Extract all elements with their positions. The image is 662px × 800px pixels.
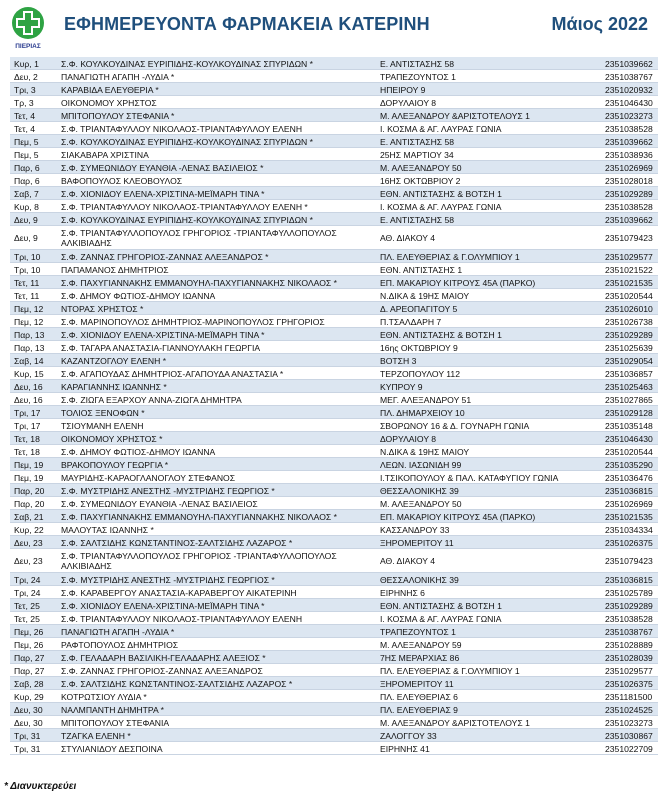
row-phone: 2351035148 — [601, 419, 658, 432]
row-phone: 2351026969 — [601, 161, 658, 174]
row-pharmacy-name: ΜΑΥΡΙΔΗΣ-ΚΑΡΑΟΓΛΑΝΟΓΛΟΥ ΣΤΕΦΑΝΟΣ — [57, 471, 376, 484]
table-row — [10, 187, 658, 200]
row-pharmacy-name: Σ.Φ. ΓΕΛΑΔΑΡΗ ΒΑΣΙΛΙΚΗ-ΓΕΛΑΔΑΡΗΣ ΑΛΕΞΙΟΣ * — [57, 651, 376, 664]
row-pharmacy-name: ΝΤΟΡΑΣ ΧΡΗΣΤΟΣ * — [57, 302, 376, 315]
table-row — [10, 276, 658, 289]
table-row — [10, 677, 658, 690]
row-address: ΑΘ. ΔΙΑΚΟΥ 4 — [376, 549, 601, 573]
table-row — [10, 510, 658, 523]
row-address: Ν.ΔΙΚΑ & 19ΗΣ ΜΑΙΟΥ — [376, 445, 601, 458]
row-phone: 2351020544 — [601, 289, 658, 302]
row-pharmacy-name: Σ.Φ. ΧΙΟΝΙΔΟΥ ΕΛΕΝΑ-ΧΡΙΣΤΙΝΑ-ΜΕΪΜΑΡΗ ΤΙΝΑ * — [57, 599, 376, 612]
row-phone: 2351036857 — [601, 367, 658, 380]
row-day: Τρι, 10 — [10, 263, 57, 276]
table-row — [10, 471, 658, 484]
row-address: Ι. ΚΟΣΜΑ & ΑΓ. ΛΑΥΡΑΣ ΓΩΝΙΑ — [376, 122, 601, 135]
row-day: Παρ, 13 — [10, 328, 57, 341]
row-address: ΕΠ. ΜΑΚΑΡΙΟΥ ΚΙΤΡΟΥΣ 45Α (ΠΑΡΚΟ) — [376, 276, 601, 289]
table-row — [10, 135, 658, 148]
row-phone: 2351026969 — [601, 497, 658, 510]
row-phone: 2351021522 — [601, 263, 658, 276]
row-phone: 2351020932 — [601, 83, 658, 96]
row-pharmacy-name: Σ.Φ. ΤΡΙΑΝΤΑΦΥΛΛΟΠΟΥΛΟΣ ΓΡΗΓΟΡΙΟΣ -ΤΡΙΑΝΤΑΦΥΛΛΟΠΟΥΛΟΣ ΑΛΚΙΒΙΑΔΗΣ — [57, 549, 376, 573]
row-phone: 2351039662 — [601, 135, 658, 148]
row-phone: 2351038767 — [601, 70, 658, 83]
row-day: Δευ, 30 — [10, 703, 57, 716]
row-address: ΠΛ. ΕΛΕΥΘΕΡΙΑΣ & Γ.ΟΛΥΜΠΙΟΥ 1 — [376, 664, 601, 677]
row-day: Δευ, 23 — [10, 536, 57, 549]
row-phone: 2351029577 — [601, 664, 658, 677]
row-pharmacy-name: Σ.Φ. ΧΙΟΝΙΔΟΥ ΕΛΕΝΑ-ΧΡΙΣΤΙΝΑ-ΜΕΪΜΑΡΗ ΤΙΝΑ * — [57, 328, 376, 341]
row-pharmacy-name: ΠΑΠΑΜΑΝΟΣ ΔΗΜΗΤΡΙΟΣ — [57, 263, 376, 276]
logo-text: ΠΙΕΡΙΑΣ — [15, 43, 41, 50]
row-day: Πεμ, 5 — [10, 148, 57, 161]
row-day: Τρι, 3 — [10, 83, 57, 96]
row-pharmacy-name: Σ.Φ. ΖΑΝΝΑΣ ΓΡΗΓΟΡΙΟΣ-ΖΑΝΝΑΣ ΑΛΕΞΑΝΔΡΟΣ — [57, 664, 376, 677]
table-row — [10, 315, 658, 328]
row-day: Σαβ, 14 — [10, 354, 57, 367]
row-day: Τετ, 4 — [10, 109, 57, 122]
table-row — [10, 148, 658, 161]
row-phone: 2351030867 — [601, 729, 658, 742]
row-day: Τρι, 31 — [10, 742, 57, 755]
row-day: Δευ, 9 — [10, 213, 57, 226]
row-address: Μ. ΑΛΕΞΑΝΔΡΟΥ 59 — [376, 638, 601, 651]
row-pharmacy-name: Σ.Φ. ΚΑΡΑΒΕΡΓΟΥ ΑΝΑΣΤΑΣΙΑ-ΚΑΡΑΒΕΡΓΟΥ ΑΙΚΑΤΕΡΙΝΗ — [57, 586, 376, 599]
row-pharmacy-name: ΚΑΖΑΝΤΖΟΓΛΟΥ ΕΛΕΝΗ * — [57, 354, 376, 367]
table-row — [10, 213, 658, 226]
row-address: ΕΘΝ. ΑΝΤΙΣΤΑΣΗΣ 1 — [376, 263, 601, 276]
table-row — [10, 226, 658, 250]
table-row — [10, 664, 658, 677]
row-address: Π.ΤΣΑΛΔΑΡΗ 7 — [376, 315, 601, 328]
row-phone: 2351021535 — [601, 276, 658, 289]
row-pharmacy-name: Σ.Φ. ΤΡΙΑΝΤΑΦΥΛΛΟΥ ΝΙΚΟΛΑΟΣ-ΤΡΙΑΝΤΑΦΥΛΛΟΥ ΕΛΕΝΗ — [57, 122, 376, 135]
row-address: ΣΒΟΡΩΝΟΥ 16 & Δ. ΓΟΥΝΑΡΗ ΓΩΝΙΑ — [376, 419, 601, 432]
table-row — [10, 625, 658, 638]
row-day: Τρι, 17 — [10, 419, 57, 432]
row-phone: 2351035290 — [601, 458, 658, 471]
row-address: ΤΕΡΖΟΠΟΥΛΟΥ 112 — [376, 367, 601, 380]
row-pharmacy-name: Σ.Φ. ΚΟΥΛΚΟΥΔΙΝΑΣ ΕΥΡΙΠΙΔΗΣ-ΚΟΥΛΚΟΥΔΙΝΑΣ ΣΠΥΡΙΔΩΝ * — [57, 57, 376, 70]
row-phone: 2351046430 — [601, 432, 658, 445]
row-pharmacy-name: ΜΑΛΟΥΤΑΣ ΙΩΑΝΝΗΣ * — [57, 523, 376, 536]
row-phone: 2351021535 — [601, 510, 658, 523]
row-pharmacy-name: Σ.Φ. ΜΑΡΙΝΟΠΟΥΛΟΣ ΔΗΜΗΤΡΙΟΣ-ΜΑΡΙΝΟΠΟΥΛΟΣ ΓΡΗΓΟΡΙΟΣ — [57, 315, 376, 328]
table-row — [10, 250, 658, 263]
table-row — [10, 484, 658, 497]
row-day: Τετ, 11 — [10, 276, 57, 289]
row-address: ΠΛ. ΕΛΕΥΘΕΡΙΑΣ & Γ.ΟΛΥΜΠΙΟΥ 1 — [376, 250, 601, 263]
row-address: ΕΘΝ. ΑΝΤΙΣΤΑΣΗΣ & ΒΟΤΣΗ 1 — [376, 187, 601, 200]
row-day: Δευ, 16 — [10, 380, 57, 393]
row-day: Τετ, 25 — [10, 599, 57, 612]
row-address: ΕΙΡΗΝΗΣ 41 — [376, 742, 601, 755]
table-row — [10, 174, 658, 187]
row-address: Ν.ΔΙΚΑ & 19ΗΣ ΜΑΙΟΥ — [376, 289, 601, 302]
table-row — [10, 406, 658, 419]
row-phone: 2351024525 — [601, 703, 658, 716]
table-row — [10, 341, 658, 354]
table-row — [10, 586, 658, 599]
row-pharmacy-name: ΡΑΦΤΟΠΟΥΛΟΣ ΔΗΜΗΤΡΙΟΣ — [57, 638, 376, 651]
row-phone: 2351020544 — [601, 445, 658, 458]
row-pharmacy-name: ΚΑΡΑΓΙΑΝΝΗΣ ΙΩΑΝΝΗΣ * — [57, 380, 376, 393]
row-phone: 2351029577 — [601, 250, 658, 263]
row-pharmacy-name: ΠΑΝΑΓΙΩΤΗ ΑΓΑΠΗ -ΛΥΔΙΑ * — [57, 625, 376, 638]
table-row — [10, 83, 658, 96]
row-day: Παρ, 27 — [10, 651, 57, 664]
table-row — [10, 161, 658, 174]
row-phone: 2351026738 — [601, 315, 658, 328]
row-phone: 2351039662 — [601, 213, 658, 226]
row-address: ΑΘ. ΔΙΑΚΟΥ 4 — [376, 226, 601, 250]
row-pharmacy-name: Σ.Φ. ΤΡΙΑΝΤΑΦΥΛΛΟΠΟΥΛΟΣ ΓΡΗΓΟΡΙΟΣ -ΤΡΙΑΝΤΑΦΥΛΛΟΠΟΥΛΟΣ ΑΛΚΙΒΙΑΔΗΣ — [57, 226, 376, 250]
row-address: Ι. ΚΟΣΜΑ & ΑΓ. ΛΑΥΡΑΣ ΓΩΝΙΑ — [376, 612, 601, 625]
row-address: Δ. ΑΡΕΟΠΑΓΙΤΟΥ 5 — [376, 302, 601, 315]
row-phone: 2351036476 — [601, 471, 658, 484]
table-row — [10, 742, 658, 755]
row-phone: 2351023273 — [601, 716, 658, 729]
table-row — [10, 432, 658, 445]
table-row — [10, 690, 658, 703]
row-phone: 2351034334 — [601, 523, 658, 536]
row-address: 16ης ΟΚΤΩΒΡΙΟΥ 9 — [376, 341, 601, 354]
row-pharmacy-name: Σ.Φ. ΤΡΙΑΝΤΑΦΥΛΛΟΥ ΝΙΚΟΛΑΟΣ-ΤΡΙΑΝΤΑΦΥΛΛΟΥ ΕΛΕΝΗ — [57, 612, 376, 625]
row-phone: 2351022709 — [601, 742, 658, 755]
row-address: Μ. ΑΛΕΞΑΝΔΡΟΥ 50 — [376, 497, 601, 510]
row-address: ΛΕΩΝ. ΙΑΣΩΝΙΔΗ 99 — [376, 458, 601, 471]
row-day: Κυρ, 29 — [10, 690, 57, 703]
row-address: 25ΗΣ ΜΑΡΤΙΟΥ 34 — [376, 148, 601, 161]
row-day: Δευ, 30 — [10, 716, 57, 729]
row-pharmacy-name: Σ.Φ. ΤΡΙΑΝΤΑΦΥΛΛΟΥ ΝΙΚΟΛΑΟΣ-ΤΡΙΑΝΤΑΦΥΛΛΟΥ ΕΛΕΝΗ * — [57, 200, 376, 213]
row-pharmacy-name: ΚΑΡΑΒΙΔΑ ΕΛΕΥΘΕΡΙΑ * — [57, 83, 376, 96]
table-row — [10, 393, 658, 406]
row-phone: 2351029289 — [601, 328, 658, 341]
row-pharmacy-name: Σ.Φ. ΜΥΣΤΡΙΔΗΣ ΑΝΕΣΤΗΣ -ΜΥΣΤΡΙΔΗΣ ΓΕΩΡΓΙΟΣ * — [57, 484, 376, 497]
row-address: ΘΕΣΣΑΛΟΝΙΚΗΣ 39 — [376, 484, 601, 497]
table-row — [10, 716, 658, 729]
row-address: ΘΕΣΣΑΛΟΝΙΚΗΣ 39 — [376, 573, 601, 586]
row-pharmacy-name: ΒΑΦΟΠΟΥΛΟΣ ΚΛΕΟΒΟΥΛΟΣ — [57, 174, 376, 187]
row-address: ΞΗΡΟΜΕΡΙΤΟΥ 11 — [376, 677, 601, 690]
row-address: ΕΙΡΗΝΗΣ 6 — [376, 586, 601, 599]
table-row — [10, 263, 658, 276]
row-pharmacy-name: Σ.Φ. ΧΙΟΝΙΔΟΥ ΕΛΕΝΑ-ΧΡΙΣΤΙΝΑ-ΜΕΪΜΑΡΗ ΤΙΝΑ * — [57, 187, 376, 200]
table-row — [10, 289, 658, 302]
table-row — [10, 200, 658, 213]
row-phone: 2351025789 — [601, 586, 658, 599]
row-phone: 2351079423 — [601, 549, 658, 573]
row-address: Μ. ΑΛΕΞΑΝΔΡΟΥ &ΑΡΙΣΤΟΤΕΛΟΥΣ 1 — [376, 109, 601, 122]
row-address: ΕΠ. ΜΑΚΑΡΙΟΥ ΚΙΤΡΟΥΣ 45Α (ΠΑΡΚΟ) — [376, 510, 601, 523]
row-phone: 2351026375 — [601, 677, 658, 690]
row-day: Δευ, 23 — [10, 549, 57, 573]
table-row — [10, 729, 658, 742]
row-address: Ι.ΤΣΙΚΟΠΟΥΛΟΥ & ΠΑΛ. ΚΑΤΑΦΥΓΙΟΥ ΓΩΝΙΑ — [376, 471, 601, 484]
row-day: Πεμ, 12 — [10, 315, 57, 328]
row-address: Μ. ΑΛΕΞΑΝΔΡΟΥ 50 — [376, 161, 601, 174]
table-row — [10, 549, 658, 573]
table-row — [10, 612, 658, 625]
table-row — [10, 109, 658, 122]
row-day: Πεμ, 26 — [10, 625, 57, 638]
row-day: Παρ, 6 — [10, 174, 57, 187]
row-phone: 2351025463 — [601, 380, 658, 393]
row-day: Τρ, 3 — [10, 96, 57, 109]
table-row — [10, 367, 658, 380]
row-address: Ε. ΑΝΤΙΣΤΑΣΗΣ 58 — [376, 57, 601, 70]
table-row — [10, 57, 658, 70]
row-address: ΗΠΕΙΡΟΥ 9 — [376, 83, 601, 96]
row-pharmacy-name: Σ.Φ. ΖΑΝΝΑΣ ΓΡΗΓΟΡΙΟΣ-ΖΑΝΝΑΣ ΑΛΕΞΑΝΔΡΟΣ * — [57, 250, 376, 263]
row-pharmacy-name: Σ.Φ. ΠΑΧΥΓΙΑΝΝΑΚΗΣ ΕΜΜΑΝΟΥΗΛ-ΠΑΧΥΓΙΑΝΝΑΚΗΣ ΝΙΚΟΛΑΟΣ * — [57, 276, 376, 289]
row-address: ΠΛ. ΕΛΕΥΘΕΡΙΑΣ 9 — [376, 703, 601, 716]
row-day: Πεμ, 26 — [10, 638, 57, 651]
row-day: Δευ, 9 — [10, 226, 57, 250]
row-pharmacy-name: Σ.Φ. ΑΓΑΠΟΥΔΑΣ ΔΗΜΗΤΡΙΟΣ-ΑΓΑΠΟΥΔΑ ΑΝΑΣΤΑΣΙΑ * — [57, 367, 376, 380]
row-phone: 2351038528 — [601, 122, 658, 135]
row-pharmacy-name: ΠΑΝΑΓΙΩΤΗ ΑΓΑΠΗ -ΛΥΔΙΑ * — [57, 70, 376, 83]
row-pharmacy-name: ΟΙΚΟΝΟΜΟΥ ΧΡΗΣΤΟΣ * — [57, 432, 376, 445]
row-pharmacy-name: Σ.Φ. ΔΗΜΟΥ ΦΩΤΙΟΣ-ΔΗΜΟΥ ΙΩΑΝΝΑ — [57, 289, 376, 302]
page-title: ΕΦΗΜΕΡΕΥΟΝΤΑ ΦΑΡΜΑΚΕΙΑ ΚΑΤΕΡΙΝΗ — [64, 14, 430, 34]
row-phone: 2351025639 — [601, 341, 658, 354]
row-address: ΜΕΓ. ΑΛΕΞΑΝΔΡΟΥ 51 — [376, 393, 601, 406]
row-phone: 2351029054 — [601, 354, 658, 367]
row-address: Μ. ΑΛΕΞΑΝΔΡΟΥ &ΑΡΙΣΤΟΤΕΛΟΥΣ 1 — [376, 716, 601, 729]
row-phone: 2351028039 — [601, 651, 658, 664]
row-address: ΕΘΝ. ΑΝΤΙΣΤΑΣΗΣ & ΒΟΤΣΗ 1 — [376, 599, 601, 612]
row-day: Τρι, 31 — [10, 729, 57, 742]
row-address: ΤΡΑΠΕΖΟΥΝΤΟΣ 1 — [376, 625, 601, 638]
row-pharmacy-name: ΣΤΥΛΙΑΝΙΔΟΥ ΔΕΣΠΟΙΝΑ — [57, 742, 376, 755]
row-pharmacy-name: ΤΖΑΓΚΑ ΕΛΕΝΗ * — [57, 729, 376, 742]
table-row — [10, 703, 658, 716]
row-phone: 2351029289 — [601, 599, 658, 612]
table-row — [10, 302, 658, 315]
row-phone: 2351026010 — [601, 302, 658, 315]
row-day: Παρ, 20 — [10, 484, 57, 497]
row-phone: 2351038528 — [601, 612, 658, 625]
row-phone: 2351036815 — [601, 573, 658, 586]
row-phone: 2351029128 — [601, 406, 658, 419]
row-day: Τρι, 17 — [10, 406, 57, 419]
row-day: Τετ, 11 — [10, 289, 57, 302]
row-pharmacy-name: ΜΠΙΤΟΠΟΥΛΟΥ ΣΤΕΦΑΝΙΑ * — [57, 109, 376, 122]
row-pharmacy-name: ΤΟΛΙΟΣ ΞΕΝΟΦΩΝ * — [57, 406, 376, 419]
row-pharmacy-name: Σ.Φ. ΜΥΣΤΡΙΔΗΣ ΑΝΕΣΤΗΣ -ΜΥΣΤΡΙΔΗΣ ΓΕΩΡΓΙΟΣ * — [57, 573, 376, 586]
row-pharmacy-name: ΚΟΤΡΩΤΣΙΟΥ ΛΥΔΙΑ * — [57, 690, 376, 703]
row-pharmacy-name: Σ.Φ. ΣΑΛΤΣΙΔΗΣ ΚΩΝΣΤΑΝΤΙΝΟΣ-ΣΑΛΤΣΙΔΗΣ ΛΑΖΑΡΟΣ * — [57, 536, 376, 549]
table-row — [10, 70, 658, 83]
row-address: ΒΟΤΣΗ 3 — [376, 354, 601, 367]
row-day: Κυρ, 15 — [10, 367, 57, 380]
row-phone: 2351038528 — [601, 200, 658, 213]
row-phone: 2351181500 — [601, 690, 658, 703]
row-pharmacy-name: Σ.Φ. ΣΑΛΤΣΙΔΗΣ ΚΩΝΣΤΑΝΤΙΝΟΣ-ΣΑΛΤΣΙΔΗΣ ΛΑΖΑΡΟΣ * — [57, 677, 376, 690]
row-day: Τετ, 4 — [10, 122, 57, 135]
table-row — [10, 573, 658, 586]
row-address: ΞΗΡΟΜΕΡΙΤΟΥ 11 — [376, 536, 601, 549]
row-address: 16ΗΣ ΟΚΤΩΒΡΙΟΥ 2 — [376, 174, 601, 187]
table-row — [10, 536, 658, 549]
row-day: Τετ, 18 — [10, 432, 57, 445]
month-label: Μάιος 2022 — [551, 14, 648, 34]
row-phone: 2351039662 — [601, 57, 658, 70]
row-day: Σαβ, 21 — [10, 510, 57, 523]
page-header — [0, 0, 662, 54]
row-phone: 2351028018 — [601, 174, 658, 187]
row-day: Κυρ, 8 — [10, 200, 57, 213]
table-row — [10, 96, 658, 109]
row-day: Κυρ, 1 — [10, 57, 57, 70]
row-address: Ι. ΚΟΣΜΑ & ΑΓ. ΛΑΥΡΑΣ ΓΩΝΙΑ — [376, 200, 601, 213]
row-pharmacy-name: Σ.Φ. ΚΟΥΛΚΟΥΔΙΝΑΣ ΕΥΡΙΠΙΔΗΣ-ΚΟΥΛΚΟΥΔΙΝΑΣ ΣΠΥΡΙΔΩΝ * — [57, 135, 376, 148]
row-pharmacy-name: ΤΣΙΟΥΜΑΝΗ ΕΛΕΝΗ — [57, 419, 376, 432]
table-row — [10, 380, 658, 393]
row-address: Ε. ΑΝΤΙΣΤΑΣΗΣ 58 — [376, 135, 601, 148]
row-pharmacy-name: Σ.Φ. ΚΟΥΛΚΟΥΔΙΝΑΣ ΕΥΡΙΠΙΔΗΣ-ΚΟΥΛΚΟΥΔΙΝΑΣ ΣΠΥΡΙΔΩΝ * — [57, 213, 376, 226]
row-day: Σαβ, 7 — [10, 187, 57, 200]
row-pharmacy-name: ΒΡΑΚΟΠΟΥΛΟΥ ΓΕΩΡΓΙΑ * — [57, 458, 376, 471]
row-phone: 2351028889 — [601, 638, 658, 651]
row-day: Παρ, 20 — [10, 497, 57, 510]
row-address: ΠΛ. ΕΛΕΥΘΕΡΙΑΣ 6 — [376, 690, 601, 703]
row-phone: 2351079423 — [601, 226, 658, 250]
row-day: Πεμ, 19 — [10, 471, 57, 484]
row-pharmacy-name: Σ.Φ. ΣΥΜΕΩΝΙΔΟΥ ΕΥΑΝΘΙΑ -ΛΕΝΑΣ ΒΑΣΙΛΕΙΟΣ — [57, 497, 376, 510]
table-row — [10, 638, 658, 651]
row-phone: 2351038767 — [601, 625, 658, 638]
row-pharmacy-name: Σ.Φ. ΔΗΜΟΥ ΦΩΤΙΟΣ-ΔΗΜΟΥ ΙΩΑΝΝΑ — [57, 445, 376, 458]
table-row — [10, 354, 658, 367]
row-phone: 2351038936 — [601, 148, 658, 161]
row-phone: 2351046430 — [601, 96, 658, 109]
footnote: * Διανυκτερεύει — [4, 781, 77, 792]
row-day: Τετ, 25 — [10, 612, 57, 625]
row-address: ΠΛ. ΔΗΜΑΡΧΕΙΟΥ 10 — [376, 406, 601, 419]
table-row — [10, 328, 658, 341]
row-day: Παρ, 13 — [10, 341, 57, 354]
row-phone: 2351036815 — [601, 484, 658, 497]
row-day: Παρ, 6 — [10, 161, 57, 174]
row-address: 7ΗΣ ΜΕΡΑΡΧΙΑΣ 86 — [376, 651, 601, 664]
row-day: Παρ, 27 — [10, 664, 57, 677]
row-phone: 2351027865 — [601, 393, 658, 406]
row-address: ΖΑΛΟΓΓΟΥ 33 — [376, 729, 601, 742]
row-day: Πεμ, 19 — [10, 458, 57, 471]
table-row — [10, 497, 658, 510]
row-pharmacy-name: ΣΙΑΚΑΒΑΡΑ ΧΡΙΣΤΙΝΑ — [57, 148, 376, 161]
row-day: Πεμ, 12 — [10, 302, 57, 315]
row-day: Κυρ, 22 — [10, 523, 57, 536]
row-day: Πεμ, 5 — [10, 135, 57, 148]
row-pharmacy-name: ΜΠΙΤΟΠΟΥΛΟΥ ΣΤΕΦΑΝΙΑ — [57, 716, 376, 729]
table-row — [10, 122, 658, 135]
row-address: ΚΥΠΡΟΥ 9 — [376, 380, 601, 393]
row-day: Τρι, 10 — [10, 250, 57, 263]
row-address: ΤΡΑΠΕΖΟΥΝΤΟΣ 1 — [376, 70, 601, 83]
table-body — [10, 57, 658, 755]
row-pharmacy-name: ΝΑΛΜΠΑΝΤΗ ΔΗΜΗΤΡΑ * — [57, 703, 376, 716]
table-row — [10, 458, 658, 471]
row-address: ΔΟΡΥΛΑΙΟΥ 8 — [376, 432, 601, 445]
row-pharmacy-name: Σ.Φ. ΠΑΧΥΓΙΑΝΝΑΚΗΣ ΕΜΜΑΝΟΥΗΛ-ΠΑΧΥΓΙΑΝΝΑΚΗΣ ΝΙΚΟΛΑΟΣ * — [57, 510, 376, 523]
row-phone: 2351023273 — [601, 109, 658, 122]
row-day: Τετ, 18 — [10, 445, 57, 458]
row-day: Δευ, 2 — [10, 70, 57, 83]
row-address: ΕΘΝ. ΑΝΤΙΣΤΑΣΗΣ & ΒΟΤΣΗ 1 — [376, 328, 601, 341]
row-address: Ε. ΑΝΤΙΣΤΑΣΗΣ 58 — [376, 213, 601, 226]
row-phone: 2351029289 — [601, 187, 658, 200]
row-day: Τρι, 24 — [10, 573, 57, 586]
table-row — [10, 599, 658, 612]
duty-pharmacy-table — [10, 57, 658, 755]
row-address: ΚΑΣΣΑΝΔΡΟΥ 33 — [376, 523, 601, 536]
row-day: Σαβ, 28 — [10, 677, 57, 690]
row-pharmacy-name: Σ.Φ. ΣΥΜΕΩΝΙΔΟΥ ΕΥΑΝΘΙΑ -ΛΕΝΑΣ ΒΑΣΙΛΕΙΟΣ * — [57, 161, 376, 174]
row-pharmacy-name: Σ.Φ. ΖΙΩΓΑ ΕΞΑΡΧΟΥ ΑΝΝΑ-ΖΙΩΓΑ ΔΗΜΗΤΡΑ — [57, 393, 376, 406]
table-row — [10, 445, 658, 458]
row-phone: 2351026375 — [601, 536, 658, 549]
pharmacy-cross-logo — [10, 6, 46, 50]
table-row — [10, 523, 658, 536]
row-day: Δευ, 16 — [10, 393, 57, 406]
row-pharmacy-name: ΟΙΚΟΝΟΜΟΥ ΧΡΗΣΤΟΣ — [57, 96, 376, 109]
row-day: Τρι, 24 — [10, 586, 57, 599]
table-row — [10, 419, 658, 432]
table-row — [10, 651, 658, 664]
row-address: ΔΟΡΥΛΑΙΟΥ 8 — [376, 96, 601, 109]
row-pharmacy-name: Σ.Φ. ΤΑΓΑΡΑ ΑΝΑΣΤΑΣΙΑ-ΓΙΑΝΝΟΥΛΑΚΗ ΓΕΩΡΓΙΑ — [57, 341, 376, 354]
